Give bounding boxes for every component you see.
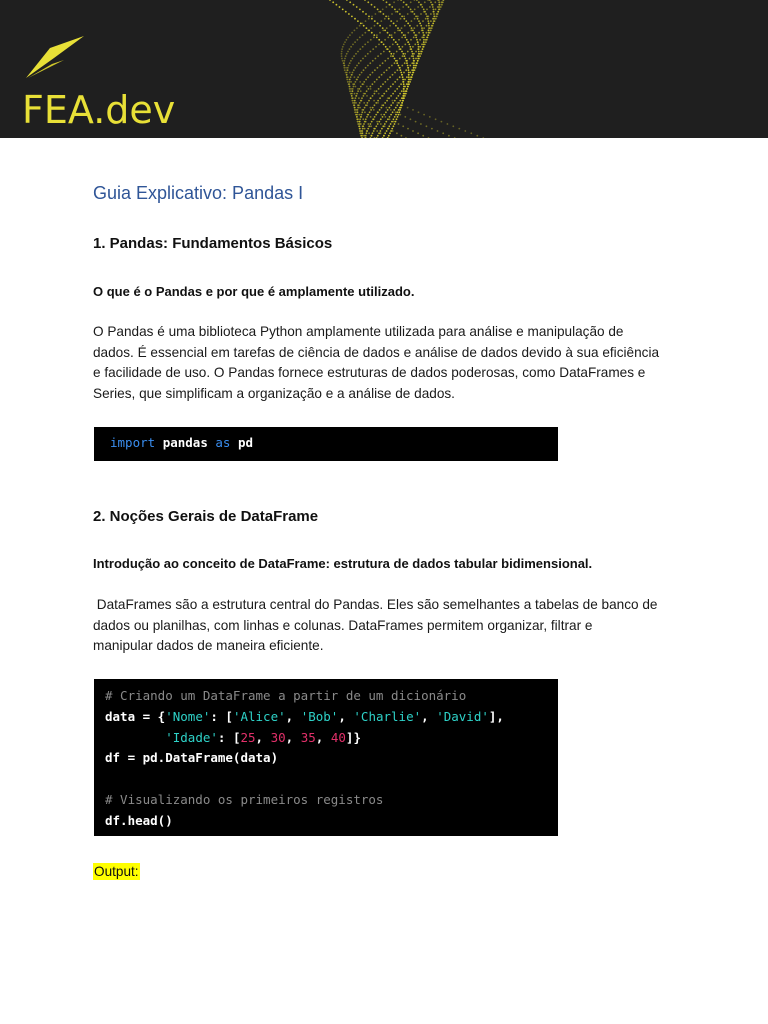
page-title: Guia Explicativo: Pandas I [93,183,304,203]
code-text: ], [488,708,504,724]
paragraph-line: Series, que simplificam a organização e a análise de dados. [93,385,455,401]
code-text: : [ [210,708,233,724]
dataframe-code-block: # Criando um DataFrame a partir de um dicionário data = {'Nome': ['Alice', 'Bob', 'Charlie', 'David'], 'Idade': [25, 30, 35, 40]} df = pd.DataFrame(data) # Visualizando os primeiros registros df.head() [94,679,558,836]
paragraph-line: dados ou planilhas, com linhas e colunas. DataFrames permitem organizar, filtrar e [93,617,593,633]
paragraph-line: dados. É essencial em tarefas de ciência de dados e análise de dados devido à sua eficiência [93,344,660,360]
code-string: 'Idade' [165,729,218,745]
code-string: 'Charlie' [353,708,422,724]
code-text: df = pd.DataFrame(data) [105,750,279,766]
code-string: 'Bob' [300,708,339,724]
code-number: 40 [330,729,346,745]
section1-paragraph [93,322,673,404]
paragraph-line: O Pandas é uma biblioteca Python amplamente utilizada para análise e manipulação de [93,324,624,339]
code-string: 'Alice' [232,708,286,724]
section2-paragraph [93,595,673,657]
code-keyword: as [215,435,231,450]
code-module: pandas [162,435,208,450]
code-comment: # Visualizando os primeiros registros [105,791,384,807]
section2-heading: 2. Noções Gerais de DataFrame [93,508,319,525]
output-label: Output: [94,864,139,879]
code-string: 'Nome' [165,708,211,724]
code-text: : [ [217,729,241,745]
brand-logo-text: FEA.dev [22,88,176,132]
paragraph-line: e facilidade de uso. O Pandas fornece estruturas de dados poderosas, como DataFrames e [93,365,646,381]
lightning-logo-icon [24,34,86,80]
code-text: df.head() [105,812,173,828]
code-text: ]} [345,729,361,745]
section1-subheading: O que é o Pandas e por que é amplamente utilizado. [93,284,415,299]
section1-heading: 1. Pandas: Fundamentos Básicos [93,235,333,252]
code-number: 30 [270,729,286,745]
code-number: 25 [240,729,256,745]
code-number: 35 [300,729,316,745]
paragraph-line: DataFrames são a estrutura central do Pandas. Eles são semelhantes a tabelas de banco de [93,597,658,612]
code-text: data = { [105,708,166,724]
code-keyword: import [110,435,156,450]
code-comment: # Criando um DataFrame a partir de um dicionário [105,688,467,703]
paragraph-line: manipular dados de maneira eficiente. [93,638,324,654]
header-banner [0,0,768,138]
code-alias: pd [237,435,254,450]
code-string: 'David' [436,708,489,724]
section2-subheading: Introdução ao conceito de DataFrame: estrutura de dados tabular bidimensional. [93,556,593,571]
import-code-block [94,427,558,461]
